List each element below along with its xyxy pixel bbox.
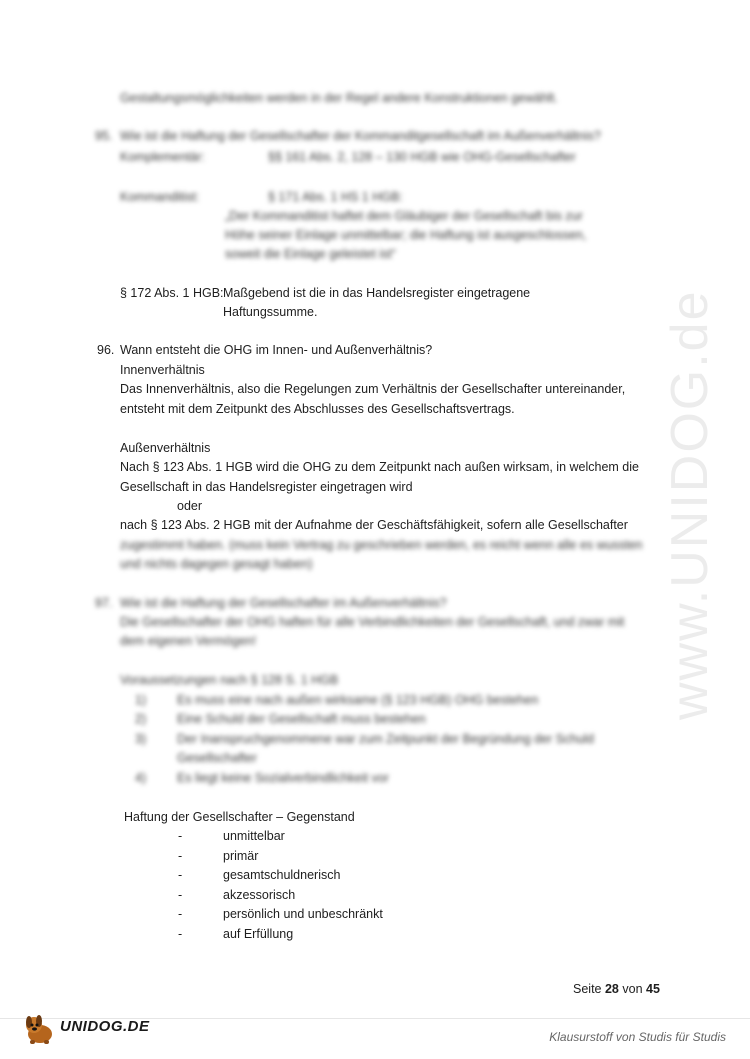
condition-text: Es muss eine nach außen wirksame (§ 123 HGB) OHG bestehen — [177, 693, 539, 707]
page-total: 45 — [646, 982, 660, 996]
liability-item: persönlich und unbeschränkt — [223, 907, 383, 921]
q95-kommanditist-label: Kommanditist: — [120, 190, 200, 204]
logo-text: UNIDOG.DE — [60, 1018, 150, 1035]
page-sep: von — [622, 982, 643, 996]
list-dash: - — [178, 849, 183, 863]
q95-number: 95. — [95, 129, 113, 143]
q97-intro-line: Die Gesellschafter der OHG haften für alle Verbindlichkeiten der Gesellschaft, und zwar mit — [120, 615, 625, 629]
q96-number: 96. — [97, 343, 115, 357]
q95-quote-line: Höhe seiner Einlage unmittelbar; die Haftung ist ausgeschlossen, — [225, 228, 587, 242]
q96-question: Wann entsteht die OHG im Innen- und Außenverhältnis? — [120, 343, 433, 357]
q95-kommanditist-ref: § 171 Abs. 1 HS 1 HGB: — [268, 190, 403, 204]
q96-aussen-line: Gesellschaft in das Handelsregister eingetragen wird — [120, 480, 413, 494]
q95-komplementaer-text: §§ 161 Abs. 2, 128 – 130 HGB wie OHG-Gesellschafter — [268, 150, 576, 164]
condition-text: Eine Schuld der Gesellschaft muss bestehen — [177, 712, 426, 726]
liability-item: primär — [223, 849, 259, 863]
condition-text: Es liegt keine Sozialverbindlichkeit vor — [177, 771, 389, 785]
list-dash: - — [178, 888, 183, 902]
list-dash: - — [178, 829, 183, 843]
q96-innen-heading: Innenverhältnis — [120, 363, 205, 377]
dog-icon — [22, 1012, 58, 1046]
hgb172-label: § 172 Abs. 1 HGB: — [120, 286, 224, 300]
condition-text: Der Inanspruchgenommene war zum Zeitpunkt der Begründung der Schuld — [177, 732, 594, 746]
liability-item: akzessorisch — [223, 888, 296, 902]
q97-question: Wie ist die Haftung der Gesellschafter im Außenverhältnis? — [120, 596, 447, 610]
condition-number: 4) — [135, 771, 147, 785]
liability-item: unmittelbar — [223, 829, 285, 843]
condition-text: Gesellschafter — [177, 751, 257, 765]
q96-innen-line: entsteht mit dem Zeitpunkt des Abschlusses des Gesellschaftsvertrags. — [120, 402, 515, 416]
q97-intro-line: dem eigenen Vermögen! — [120, 634, 257, 648]
page-prefix: Seite — [573, 982, 602, 996]
footer-tagline: Klausurstoff von Studis für Studis — [549, 1030, 726, 1044]
q96-last-line: nach § 123 Abs. 2 HGB mit der Aufnahme der Geschäftsfähigkeit, sofern alle Gesellschafter — [120, 518, 628, 532]
hgb172-line: Haftungssumme. — [223, 305, 318, 319]
q96-oder: oder — [177, 499, 203, 513]
unidog-logo — [22, 1012, 162, 1048]
q96-blurred-line: und nichts dagegen gesagt haben) — [120, 557, 313, 571]
q96-blurred-line: zugestimmt haben. (muss kein Vertrag zu geschrieben werden, es reicht wenn alle es wussten — [120, 538, 643, 552]
q95-komplementaer-label: Komplementär: — [120, 150, 205, 164]
condition-number: 3) — [135, 732, 147, 746]
q95-question: Wie ist die Haftung der Gesellschafter der Kommanditgesellschaft im Außenverhältnis? — [120, 129, 601, 143]
q95-quote-line: „Der Kommanditist haftet dem Gläubiger der Gesellschaft bis zur — [225, 209, 583, 223]
q95-quote-line: soweit die Einlage geleistet ist“ — [225, 247, 396, 261]
list-dash: - — [178, 907, 183, 921]
condition-number: 1) — [135, 693, 147, 707]
q97-number: 97. — [95, 596, 113, 610]
top-line: Gestaltungsmöglichkeiten werden in der Regel andere Konstruktionen gewählt. — [120, 91, 558, 105]
liability-item: gesamtschuldnerisch — [223, 868, 341, 882]
q97-conditions-heading: Voraussetzungen nach § 128 S. 1 HGB — [120, 673, 339, 687]
liability-heading: Haftung der Gesellschafter – Gegenstand — [124, 810, 355, 824]
q96-innen-line: Das Innenverhältnis, also die Regelungen zum Verhältnis der Gesellschafter untereinander, — [120, 382, 626, 396]
q96-aussen-line: Nach § 123 Abs. 1 HGB wird die OHG zu dem Zeitpunkt nach außen wirksam, in welchem die — [120, 460, 639, 474]
hgb172-line: Maßgebend ist die in das Handelsregister eingetragene — [223, 286, 531, 300]
liability-item: auf Erfüllung — [223, 927, 294, 941]
condition-number: 2) — [135, 712, 147, 726]
q96-aussen-heading: Außenverhältnis — [120, 441, 211, 455]
page-number — [573, 982, 660, 996]
list-dash: - — [178, 868, 183, 882]
page-current: 28 — [604, 982, 619, 996]
watermark: www.UNIDOG.de — [661, 289, 719, 720]
list-dash: - — [178, 927, 183, 941]
